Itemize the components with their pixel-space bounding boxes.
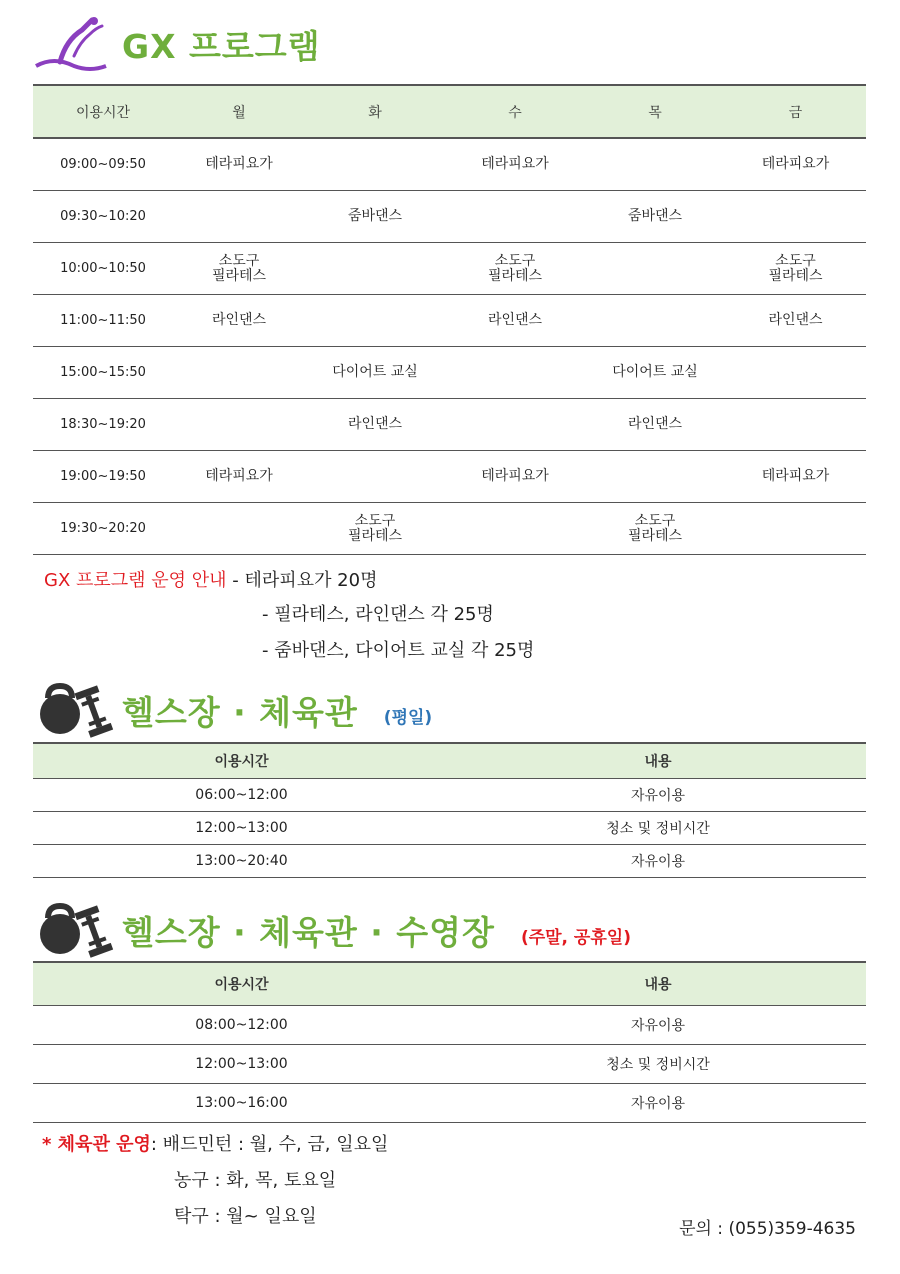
program-cell: [173, 347, 305, 399]
program-cell: 테라피요가: [173, 138, 305, 191]
table-row: [33, 1006, 866, 1045]
program-cell: [305, 138, 445, 191]
program-cell: 라인댄스: [585, 399, 725, 451]
program-cell: [445, 191, 585, 243]
program-cell: [445, 503, 585, 555]
column-header: 내용: [450, 962, 866, 1006]
program-cell: 소도구 필라테스: [445, 243, 585, 295]
program-cell: 소도구 필라테스: [585, 503, 725, 555]
time-cell: 18:30~19:20: [33, 399, 173, 451]
table-row: [33, 503, 866, 555]
program-cell: [173, 191, 305, 243]
gx-title-row: [30, 14, 321, 74]
content-cell: 청소 및 정비시간: [450, 812, 866, 845]
table-row: [33, 451, 866, 503]
weekend-header-row: [33, 962, 866, 1006]
contact-info: 문의 : (055)359-4635: [679, 1219, 856, 1239]
program-cell: [585, 451, 725, 503]
program-cell: 라인댄스: [305, 399, 445, 451]
program-cell: [445, 399, 585, 451]
program-cell: 테라피요가: [725, 138, 866, 191]
program-cell: [725, 191, 866, 243]
table-row: [33, 243, 866, 295]
table-row: [33, 812, 866, 845]
column-header: 내용: [450, 743, 866, 779]
program-cell: [305, 451, 445, 503]
notice-line: - 테라피요가 20명: [232, 570, 378, 591]
program-cell: 테라피요가: [445, 451, 585, 503]
time-cell: 13:00~20:40: [33, 845, 450, 878]
column-header: 화: [305, 85, 445, 138]
gx-schedule-table: [33, 84, 866, 555]
program-cell: [725, 399, 866, 451]
notice-line: - 줌바댄스, 다이어트 교실 각 25명: [262, 640, 535, 661]
weekend-title: 헬스장 · 체육관 · 수영장: [122, 912, 495, 952]
time-cell: 19:00~19:50: [33, 451, 173, 503]
facility-line: 탁구 : 월~ 일요일: [174, 1206, 317, 1227]
column-header: 이용시간: [33, 962, 450, 1006]
program-cell: [725, 347, 866, 399]
program-cell: 라인댄스: [445, 295, 585, 347]
time-cell: 10:00~10:50: [33, 243, 173, 295]
program-cell: [305, 295, 445, 347]
content-cell: 자유이용: [450, 845, 866, 878]
time-cell: 15:00~15:50: [33, 347, 173, 399]
column-header: 금: [725, 85, 866, 138]
table-row: [33, 295, 866, 347]
program-cell: [173, 399, 305, 451]
table-row: [33, 779, 866, 812]
weekday-header-row: [33, 743, 866, 779]
program-cell: 소도구 필라테스: [725, 243, 866, 295]
program-cell: [173, 503, 305, 555]
column-header: 수: [445, 85, 585, 138]
notice-line: - 필라테스, 라인댄스 각 25명: [262, 604, 494, 625]
time-cell: 12:00~13:00: [33, 812, 450, 845]
time-cell: 19:30~20:20: [33, 503, 173, 555]
facility-text: : 배드민턴 : 월, 수, 금, 일요일: [150, 1134, 389, 1155]
table-row: [33, 1045, 866, 1084]
content-cell: 자유이용: [450, 1006, 866, 1045]
gx-notice: [44, 566, 377, 592]
content-cell: 청소 및 정비시간: [450, 1045, 866, 1084]
gx-title: GX 프로그램: [122, 26, 321, 66]
content-cell: 자유이용: [450, 1084, 866, 1123]
program-cell: 라인댄스: [173, 295, 305, 347]
column-header: 이용시간: [33, 85, 173, 138]
column-header: 월: [173, 85, 305, 138]
gx-table-body: [33, 138, 866, 555]
program-cell: [305, 243, 445, 295]
program-cell: 줌바댄스: [305, 191, 445, 243]
program-cell: 다이어트 교실: [305, 347, 445, 399]
time-cell: 06:00~12:00: [33, 779, 450, 812]
column-header: 이용시간: [33, 743, 450, 779]
program-cell: [725, 503, 866, 555]
facility-line: 농구 : 화, 목, 토요일: [174, 1170, 337, 1191]
program-cell: [445, 347, 585, 399]
weekday-title: 헬스장 · 체육관: [122, 692, 358, 732]
program-cell: 테라피요가: [173, 451, 305, 503]
program-cell: [585, 295, 725, 347]
weekend-subtitle: (주말, 공휴일): [520, 927, 631, 948]
time-cell: 08:00~12:00: [33, 1006, 450, 1045]
time-cell: 09:00~09:50: [33, 138, 173, 191]
table-row: [33, 191, 866, 243]
time-cell: 13:00~16:00: [33, 1084, 450, 1123]
program-cell: 테라피요가: [445, 138, 585, 191]
weekday-table: [33, 742, 866, 878]
weekend-table: [33, 961, 866, 1123]
weekday-title-row: [30, 680, 432, 740]
notice-label: GX 프로그램 운영 안내: [44, 570, 227, 591]
program-cell: 소도구 필라테스: [173, 243, 305, 295]
facility-label: * 체육관 운영: [42, 1134, 151, 1155]
weekday-subtitle: (평일): [383, 707, 433, 728]
program-cell: 라인댄스: [725, 295, 866, 347]
time-cell: 09:30~10:20: [33, 191, 173, 243]
table-row: [33, 845, 866, 878]
program-cell: 줌바댄스: [585, 191, 725, 243]
program-cell: 소도구 필라테스: [305, 503, 445, 555]
table-row: [33, 138, 866, 191]
program-cell: 테라피요가: [725, 451, 866, 503]
table-row: [33, 347, 866, 399]
weekend-title-row: [30, 900, 631, 960]
column-header: 목: [585, 85, 725, 138]
kettlebell-dumbbell-icon: [30, 680, 114, 740]
gx-header-row: [33, 85, 866, 138]
table-row: [33, 1084, 866, 1123]
program-cell: 다이어트 교실: [585, 347, 725, 399]
program-cell: [585, 138, 725, 191]
table-row: [33, 399, 866, 451]
yoga-ribbon-icon: [30, 16, 112, 72]
program-cell: [585, 243, 725, 295]
time-cell: 11:00~11:50: [33, 295, 173, 347]
facility-line: [42, 1130, 388, 1156]
kettlebell-dumbbell-icon: [30, 900, 114, 960]
content-cell: 자유이용: [450, 779, 866, 812]
time-cell: 12:00~13:00: [33, 1045, 450, 1084]
